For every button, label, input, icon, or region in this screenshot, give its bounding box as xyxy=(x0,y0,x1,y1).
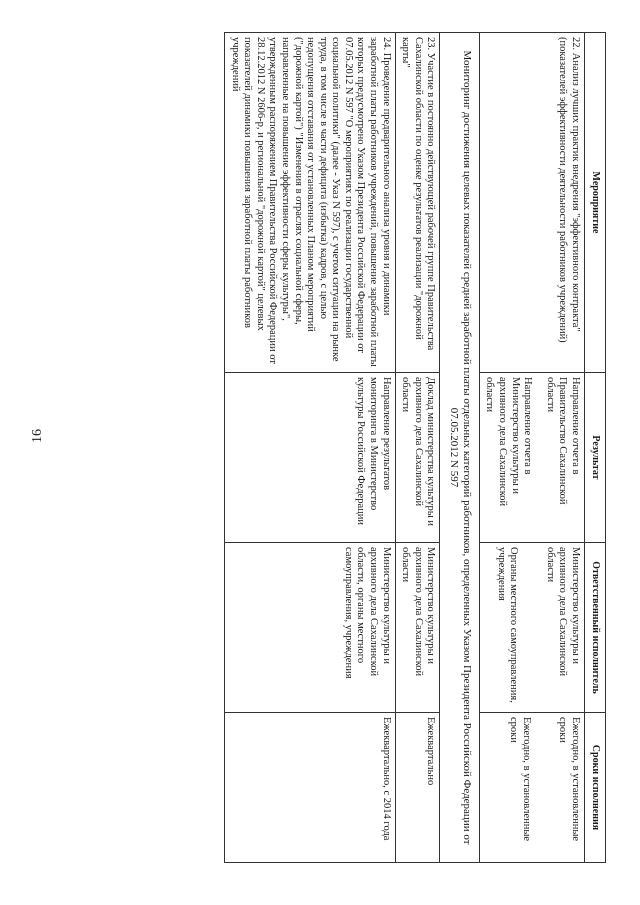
plan-table xyxy=(224,32,606,863)
section-title: Мониторинг достижения целевых показателей средней заработной платы отдельных категорий работников, определенных Указом Президента Российской Федерации от 07.05.2012 N 597 xyxy=(440,33,479,863)
deadline-cell xyxy=(479,713,584,863)
result-text: Направление отчета в Министерство культуры и архивного дела Сахалинской области xyxy=(484,377,534,507)
executor-cell xyxy=(479,543,584,713)
executor-text: Органы местного самоуправления, учреждения xyxy=(495,547,520,703)
deadline-text: Ежегодно, в установленные сроки xyxy=(508,717,532,842)
activity-cell: 23. Участие в постоянно действующей рабочей группе Правительства Сахалинской области по оценке результатов реализации "дорожной карты" xyxy=(395,33,440,373)
executor-cell: Министерство культуры и архивного дела Сахалинской области, органы местного самоуправления, учреждения xyxy=(224,543,395,713)
rotated-table-sheet xyxy=(71,32,606,862)
activity-cell: 22. Анализ лучших практик внедрения "эффективного контракта" (показателей эффективности деятельности работников учреждений) xyxy=(479,33,584,373)
table-row xyxy=(224,33,395,863)
table-row xyxy=(395,33,440,863)
deadline-cell: Ежеквартально, с 2014 года xyxy=(224,713,395,863)
header-result: Результат xyxy=(585,373,606,543)
result-cell: Доклад министерства культуры и архивного дела Сахалинской области xyxy=(395,373,440,543)
page-number: 16 xyxy=(30,429,45,443)
deadline-cell: Ежеквартально xyxy=(395,713,440,863)
header-activity: Мероприятие xyxy=(585,33,606,373)
deadline-text: Ежегодно, в установленные сроки xyxy=(557,717,581,842)
table-header-row xyxy=(585,33,606,863)
header-executor: Ответственный исполнитель xyxy=(585,543,606,713)
section-header-row xyxy=(440,33,479,863)
table-row xyxy=(479,33,584,863)
result-cell xyxy=(479,373,584,543)
result-text: Направление отчета в Правительство Сахалинской области xyxy=(544,377,581,505)
header-deadline: Сроки исполнения xyxy=(585,713,606,863)
activity-cell: 24. Проведение предварительного анализа уровня и динамики заработной платы работников учреждений, повышение заработной платы которых предусмотрено Указом Президента Российской Федерации от 07.05.2012 N 597 "О мероприятиях по реализации государственной социальной политики" (далее - Указ N 597), с учетом ситуации на рынке труда, в том числе в части дефицита (избытка) кадров, с целью недопущения отставания от установленных Планом мероприятий ("дорожной картой") "Изменения в отраслях социальной сферы, направленные на повышение эффективности сферы культуры", утвержденным распоряжением Правительства Российской Федерации от 28.12.2012 N 2606-р, и региональной "дорожной картой" целевых показателей динамики повышения заработной платы работников учреждений xyxy=(224,33,395,373)
executor-text: Министерство культуры и архивного дела Сахалинской области xyxy=(544,547,581,677)
result-cell: Направление результатов мониторинга в Министерство культуры Российской Федерации xyxy=(224,373,395,543)
executor-cell: Министерство культуры и архивного дела Сахалинской области xyxy=(395,543,440,713)
